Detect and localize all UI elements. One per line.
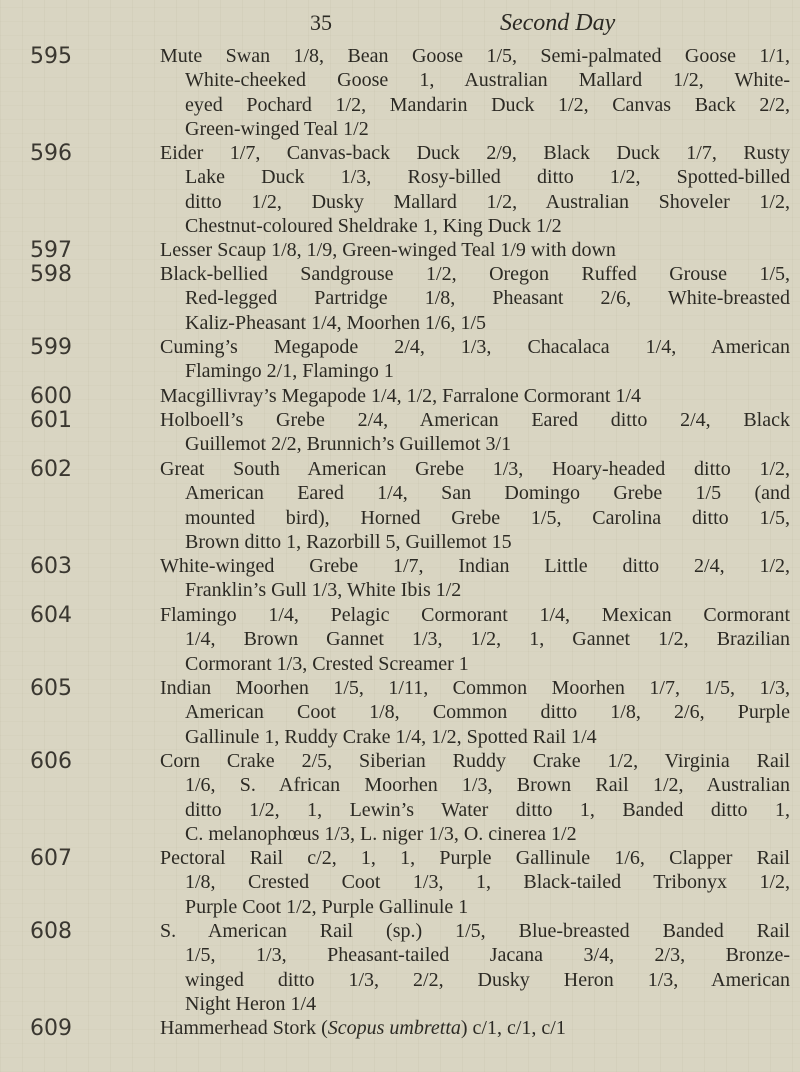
lot-entry	[160, 384, 790, 408]
entry-line: 1/8, Crested Coot 1/3, 1, Black-tailed Tribonyx 1/2,	[185, 871, 790, 894]
lot-number: 608	[30, 919, 72, 944]
entry-line: Great South American Grebe 1/3, Hoary-headed ditto 1/2,	[160, 458, 790, 480]
lot-number: 606	[30, 749, 72, 774]
lot-entry	[160, 676, 790, 749]
lot-number: 599	[30, 335, 72, 360]
lot-entry	[160, 749, 790, 846]
page-number: 35	[310, 10, 332, 35]
lot-entry	[160, 238, 790, 262]
entry-line: White-cheeked Goose 1, Australian Mallard 1/2, White-	[185, 69, 790, 92]
entry-line: eyed Pochard 1/2, Mandarin Duck 1/2, Canvas Back 2/2,	[185, 93, 790, 116]
lot-number: 604	[30, 603, 72, 628]
entry-line: Franklin’s Gull 1/3, White Ibis 1/2	[185, 579, 462, 602]
entry-line: Indian Moorhen 1/5, 1/11, Common Moorhen 1/7, 1/5, 1/3,	[160, 677, 790, 699]
lot-entry	[160, 603, 790, 676]
lot-entry	[160, 1016, 790, 1040]
lot-number: 595	[30, 44, 72, 69]
entry-line: winged ditto 1/3, 2/2, Dusky Heron 1/3, American	[185, 968, 790, 991]
entry-line: Mute Swan 1/8, Bean Goose 1/5, Semi-palmated Goose 1/1,	[160, 45, 790, 67]
entry-line: ditto 1/2, 1, Lewin’s Water ditto 1, Banded ditto 1,	[185, 798, 790, 821]
lot-number: 605	[30, 676, 72, 701]
entry-line: Lesser Scaup 1/8, 1/9, Green-winged Teal 1/9 with down	[160, 239, 616, 261]
entry-line: Kaliz-Pheasant 1/4, Moorhen 1/6, 1/5	[185, 311, 487, 334]
entry-line: 1/4, Brown Gannet 1/3, 1/2, 1, Gannet 1/2, Brazilian	[185, 628, 790, 651]
entry-line: Corn Crake 2/5, Siberian Ruddy Crake 1/2, Virginia Rail	[160, 750, 790, 772]
entry-line: Night Heron 1/4	[185, 992, 317, 1015]
entry-line: ditto 1/2, Dusky Mallard 1/2, Australian Shoveler 1/2,	[185, 190, 790, 213]
entry-line: mounted bird), Horned Grebe 1/5, Carolina ditto 1/5,	[185, 506, 790, 529]
entry-text: ) c/1, c/1, c/1	[460, 1017, 566, 1039]
entry-line: Macgillivray’s Megapode 1/4, 1/2, Farralone Cormorant 1/4	[160, 385, 642, 407]
entry-line: 1/5, 1/3, Pheasant-tailed Jacana 3/4, 2/3, Bronze-	[185, 944, 790, 967]
entry-line: Purple Coot 1/2, Purple Gallinule 1	[185, 895, 469, 918]
lot-entry	[160, 262, 790, 335]
entry-line: Pectoral Rail c/2, 1, 1, Purple Gallinule 1/6, Clapper Rail	[160, 847, 790, 869]
entry-line: Flamingo 2/1, Flamingo 1	[185, 360, 394, 383]
entry-line: Gallinule 1, Ruddy Crake 1/4, 1/2, Spotted Rail 1/4	[185, 725, 597, 748]
lot-entry	[160, 457, 790, 554]
entry-line: Guillemot 2/2, Brunnich’s Guillemot 3/1	[185, 433, 512, 456]
lot-number: 607	[30, 846, 72, 871]
lot-entry	[160, 335, 790, 384]
lot-number: 600	[30, 384, 72, 409]
lot-entry	[160, 554, 790, 603]
entry-line: American Eared 1/4, San Domingo Grebe 1/5 (and	[185, 482, 790, 505]
entry-line: C. melanophœus 1/3, L. niger 1/3, O. cinerea 1/2	[185, 822, 577, 845]
lot-number: 597	[30, 238, 72, 263]
entry-line: Cuming’s Megapode 2/4, 1/3, Chacalaca 1/4, American	[160, 336, 790, 358]
entry-line	[160, 1016, 790, 1040]
entry-line: Black-bellied Sandgrouse 1/2, Oregon Ruffed Grouse 1/5,	[160, 263, 790, 285]
entry-line: Eider 1/7, Canvas-back Duck 2/9, Black Duck 1/7, Rusty	[160, 142, 790, 164]
entry-line: White-winged Grebe 1/7, Indian Little ditto 2/4, 1/2,	[160, 555, 790, 577]
lot-entry	[160, 141, 790, 238]
lot-number: 609	[30, 1016, 72, 1041]
entry-line: Cormorant 1/3, Crested Screamer 1	[185, 652, 469, 675]
lot-entry	[160, 846, 790, 919]
entry-line: American Coot 1/8, Common ditto 1/8, 2/6, Purple	[185, 701, 790, 724]
entry-text: Hammerhead Stork (	[160, 1017, 328, 1039]
entry-line: Chestnut-coloured Sheldrake 1, King Duck 1/2	[185, 214, 562, 237]
lot-number: 596	[30, 141, 72, 166]
entry-line: Flamingo 1/4, Pelagic Cormorant 1/4, Mexican Cormorant	[160, 604, 790, 626]
lot-entry	[160, 44, 790, 141]
lot-number: 598	[30, 262, 72, 287]
lot-entry	[160, 408, 790, 457]
species-italic: Scopus umbretta	[327, 1017, 461, 1039]
entry-line: Lake Duck 1/3, Rosy-billed ditto 1/2, Spotted-billed	[185, 166, 790, 189]
lot-number: 602	[30, 457, 72, 482]
lot-number: 603	[30, 554, 72, 579]
entry-line: Brown ditto 1, Razorbill 5, Guillemot 15	[185, 530, 512, 553]
entry-line: Green-winged Teal 1/2	[185, 117, 369, 140]
entry-line: 1/6, S. African Moorhen 1/3, Brown Rail 1/2, Australian	[185, 774, 790, 797]
lot-entry	[160, 919, 790, 1016]
entry-line: Holboell’s Grebe 2/4, American Eared ditto 2/4, Black	[160, 409, 790, 431]
page-header	[0, 10, 800, 40]
entry-line: S. American Rail (sp.) 1/5, Blue-breasted Banded Rail	[160, 920, 790, 942]
entry-line: Red-legged Partridge 1/8, Pheasant 2/6, White-breasted	[185, 287, 790, 310]
running-title: Second Day	[500, 10, 616, 36]
lot-number: 601	[30, 408, 72, 433]
